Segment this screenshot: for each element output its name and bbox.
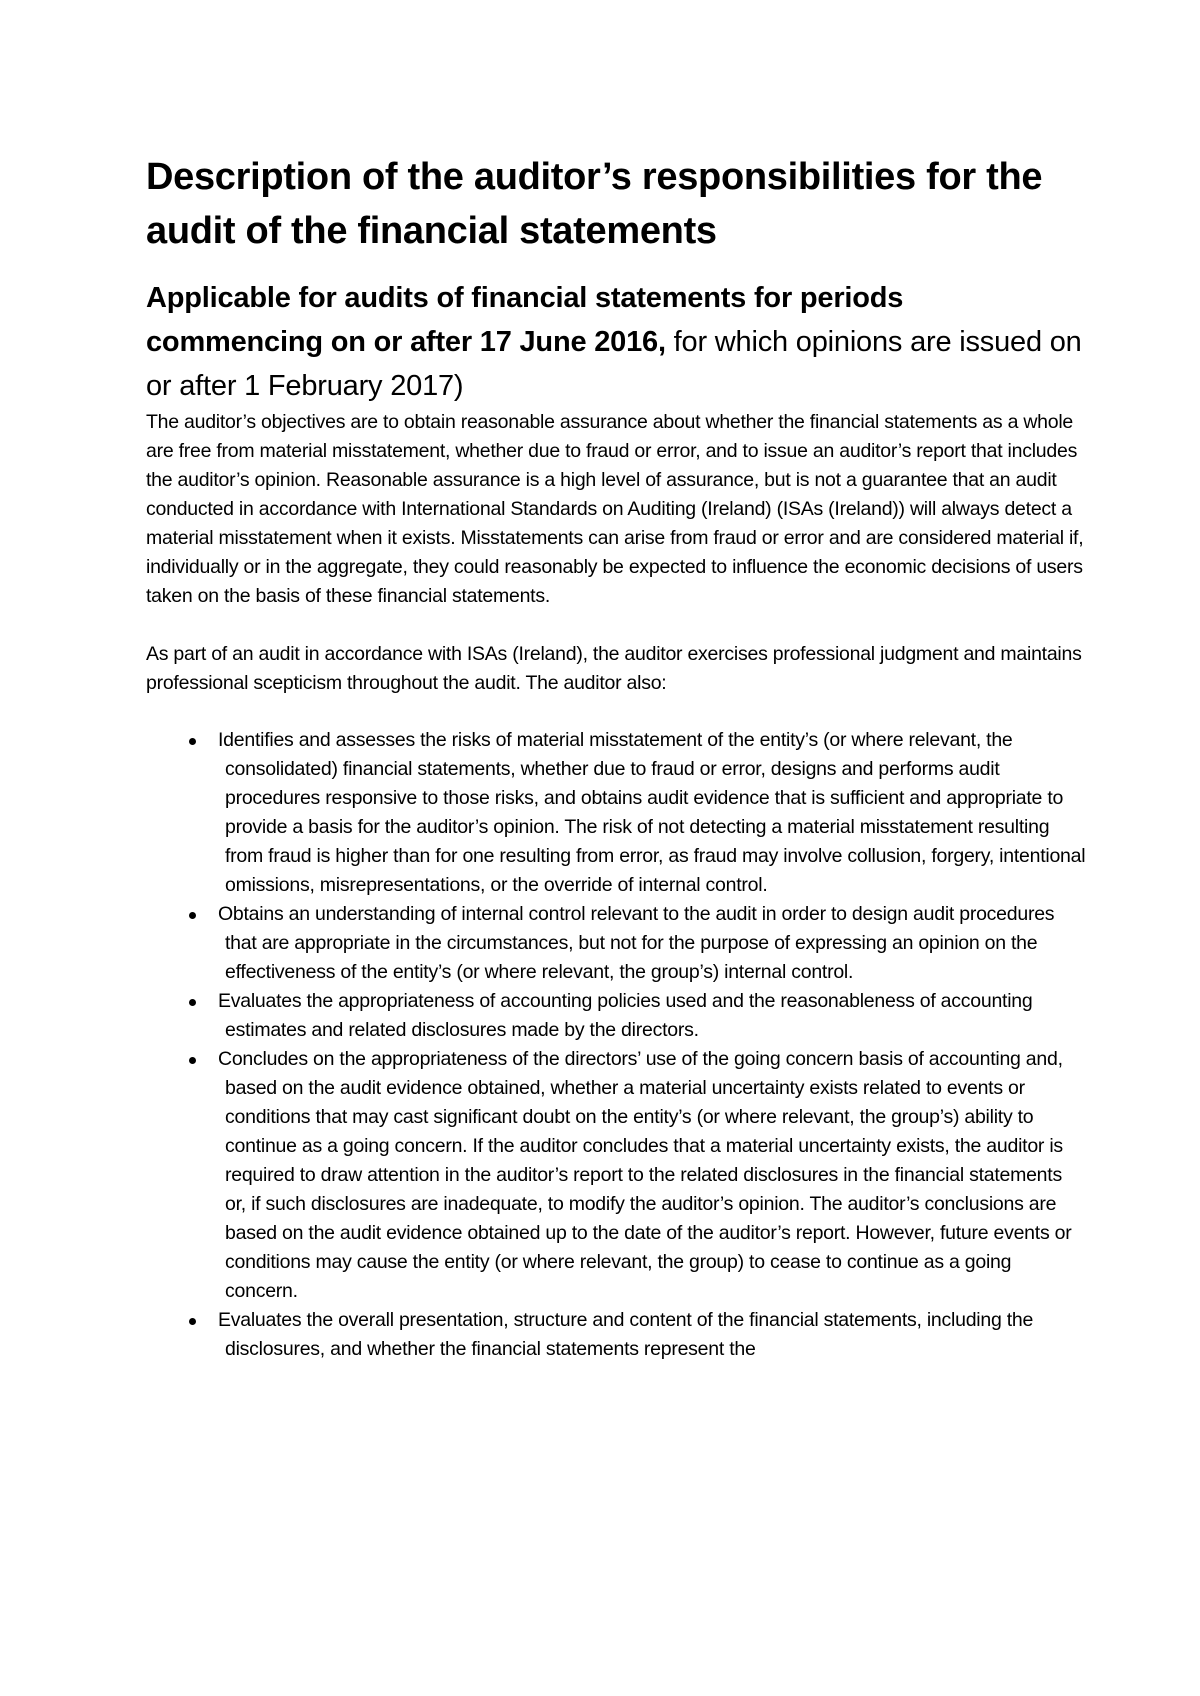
subtitle-regular-part: for which opinions are issued on or after 1 February 2017) xyxy=(146,326,1082,402)
list-item xyxy=(146,900,1086,987)
auditor-duties-list xyxy=(146,726,1086,1364)
bullet-icon xyxy=(189,738,196,745)
list-item xyxy=(146,1306,1086,1364)
document-subtitle xyxy=(146,276,1086,408)
list-item-text: Concludes on the appropriateness of the directors’ use of the going concern basis of accounting and, based on the audit evidence obtained, whether a material uncertainty exists related to events or conditions that may cast significant doubt on the entity’s (or where relevant, the group’s) ability to continue as a going concern. If the auditor concludes that a material uncertainty exists, the auditor is required to draw attention in the auditor’s report to the related disclosures in the financial statements or, if such disclosures are inadequate, to modify the auditor’s opinion. The auditor’s conclusions are based on the audit evidence obtained up to the date of the auditor’s report. However, future events or conditions may cause the entity (or where relevant, the group) to cease to continue as a going concern. xyxy=(218,1048,1072,1302)
audit-scope-paragraph: As part of an audit in accordance with ISAs (Ireland), the auditor exercises professional judgment and maintains professional scepticism throughout the audit. The auditor also: xyxy=(146,643,1082,694)
list-item-text: Obtains an understanding of internal control relevant to the audit in order to design audit procedures that are appropriate in the circumstances, but not for the purpose of expressing an opinion on the effectiveness of the entity’s (or where relevant, the group’s) internal control. xyxy=(218,903,1055,983)
objectives-paragraph: The auditor’s objectives are to obtain reasonable assurance about whether the financial statements as a whole are free from material misstatement, whether due to fraud or error, and to issue an auditor’s report that includes the auditor’s opinion. Reasonable assurance is a high level of assurance, but is not a guarantee that an audit conducted in accordance with International Standards on Auditing (Ireland) (ISAs (Ireland)) will always detect a material misstatement when it exists. Misstatements can arise from fraud or error and are considered material if, individually or in the aggregate, they could reasonably be expected to influence the economic decisions of users taken on the basis of these financial statements. xyxy=(146,411,1084,607)
subtitle-bold-part: Applicable for audits of financial statements for periods commencing on or after 17 June 2016, xyxy=(146,282,904,358)
bullet-icon xyxy=(189,999,196,1006)
document-page xyxy=(146,150,1086,1364)
list-item xyxy=(146,987,1086,1045)
list-item xyxy=(146,726,1086,900)
list-item-text: Identifies and assesses the risks of material misstatement of the entity’s (or where relevant, the consolidated) financial statements, whether due to fraud or error, designs and performs audit procedures responsive to those risks, and obtains audit evidence that is sufficient and appropriate to provide a basis for the auditor’s opinion. The risk of not detecting a material misstatement resulting from fraud is higher than for one resulting from error, as fraud may involve collusion, forgery, intentional omissions, misrepresentations, or the override of internal control. xyxy=(218,729,1086,896)
list-item xyxy=(146,1045,1086,1306)
bullet-icon xyxy=(189,912,196,919)
list-item-text: Evaluates the appropriateness of accounting policies used and the reasonableness of accounting estimates and related disclosures made by the directors. xyxy=(218,990,1033,1041)
bullet-icon xyxy=(189,1057,196,1064)
bullet-icon xyxy=(189,1318,196,1325)
list-item-text: Evaluates the overall presentation, structure and content of the financial statements, including the disclosures, and whether the financial statements represent the xyxy=(218,1309,1034,1360)
document-title: Description of the auditor’s responsibilities for the audit of the financial statements xyxy=(146,156,1043,252)
